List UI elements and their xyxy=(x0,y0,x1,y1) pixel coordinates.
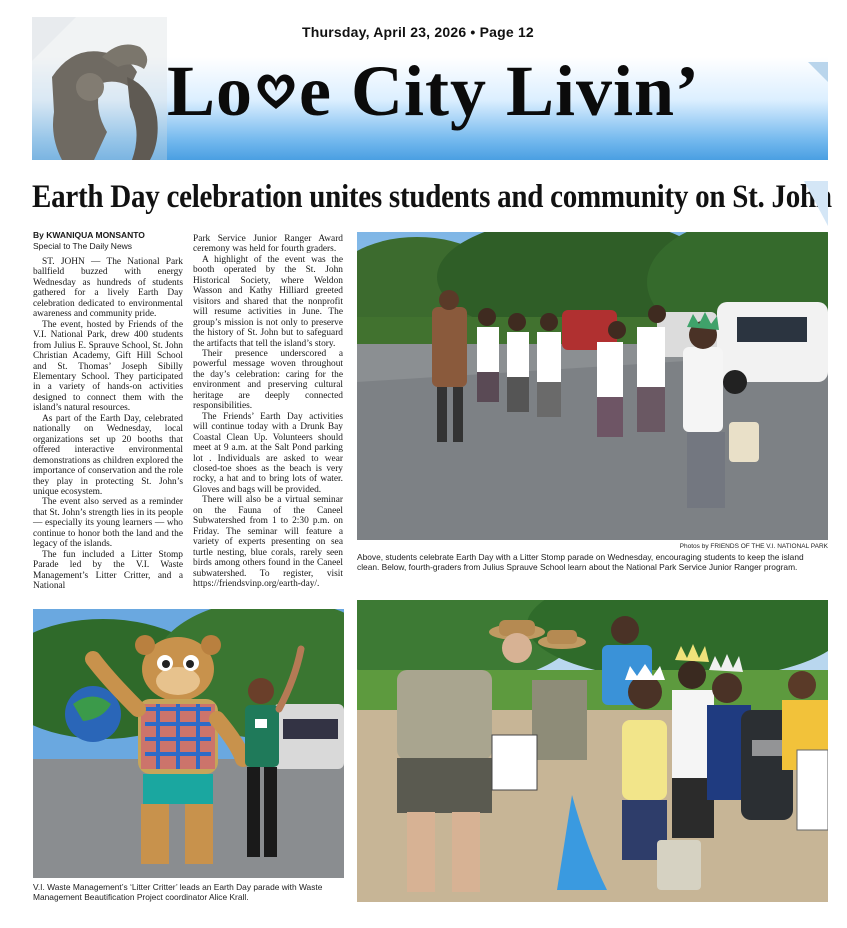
article-column-1 xyxy=(33,257,183,592)
masthead-corner-fold-right xyxy=(808,62,828,82)
caption-left: V.I. Waste Management’s ‘Litter Critter’ leads an Earth Day parade with Waste Management Beautification Project coordinator Alice Krall. xyxy=(33,882,323,903)
photo-litter-critter xyxy=(33,609,344,878)
statue-illustration xyxy=(32,17,167,160)
paragraph: There will also be a virtual seminar on the Fauna of the Caneel Subwatershed from 1 to 2:30 p.m. on Friday. The seminar will feature a variety of experts presenting on sea turtle nesting, blue corals, rarely seen birds among others found in the Caneel subwatershed. To register, visit https://friendsvinp.org/earth-day/. xyxy=(193,495,343,589)
paragraph-continued: Park Service Junior Ranger Award ceremony was held for fourth graders. xyxy=(193,234,343,255)
byline-role: Special to The Daily News xyxy=(33,241,133,251)
section-title: Lo e City Livin’ xyxy=(167,51,701,131)
caption-top: Above, students celebrate Earth Day with a Litter Stomp parade on Wednesday, encouraging students to keep the island clean. Below, fourth-graders from Julius Sprauve School learn about the National Park Service Junior Ranger program. xyxy=(357,552,804,573)
paragraph: The Friends’ Earth Day activities will continue today with a Drunk Bay Coastal Clean Up. Volunteers should meet at 9 a.m. at the Salt Pond parking lot . Individuals are asked to wear closed-toe shoes as the beach is very rocky, a hat and to bring lots of water. Gloves and bags will be provided. xyxy=(193,411,343,495)
photo-junior-ranger xyxy=(357,600,828,902)
paragraph: As part of the Earth Day, celebrated nationally on Wednesday, local organizations set up 20 booths that offered interactive environmental demonstrations as children explored the importance of conservation and the role they play in protecting St. John’s unique ecosystem. xyxy=(33,413,183,497)
paragraph: The fun included a Litter Stomp Parade led by the V.I. Waste Management’s Litter Critter, and a National xyxy=(33,549,183,592)
paragraph: Their presence underscored a powerful message woven throughout the day’s celebration: caring for the environment and preserving cultural heritage are deeply connected responsibilities. xyxy=(193,348,343,412)
issue-dateline: Thursday, April 23, 2026 • Page 12 xyxy=(302,24,534,40)
paragraph: A highlight of the event was the booth operated by the St. John Historical Society, where Weldon Wasson and Kathy Hilliard greeted visitors and shared that the nonprofit will resume activities in June. The group’s mission is not only to preserve the history of St. John but to safeguard the artifacts that tell the island’s story. xyxy=(193,254,343,349)
heart-icon xyxy=(254,69,298,113)
article-column-2 xyxy=(193,234,343,589)
photo-credit: Photos by FRIENDS OF THE V.I. NATIONAL PARK xyxy=(679,543,828,550)
masthead xyxy=(32,17,828,160)
paragraph: The event also served as a reminder that St. John’s strength lies in its people — especially its young learners — who continue to honor both the land and the legacy of the islands. xyxy=(33,497,183,550)
paragraph: ST. JOHN — The National Park ballfield buzzed with energy Wednesday as hundreds of students gathered for a lively Earth Day celebration dedicated to environmental awareness and community pride. xyxy=(33,257,183,320)
byline-author: By KWANIQUA MONSANTO xyxy=(33,230,145,240)
headline-corner-fold xyxy=(804,181,828,226)
article-headline: Earth Day celebration unites students and community on St. John xyxy=(32,179,832,215)
photo-parade xyxy=(357,232,828,540)
byline xyxy=(33,230,145,252)
paragraph: The event, hosted by Friends of the V.I. National Park, drew 400 students from Julius E. Sprauve School, St. John Christian Academy, Gift Hill School and St. Thomas’ Joseph Sibilly Elementary School. They participated in a variety of hands-on activities designed to connect them with the island’s natural resources. xyxy=(33,319,183,414)
